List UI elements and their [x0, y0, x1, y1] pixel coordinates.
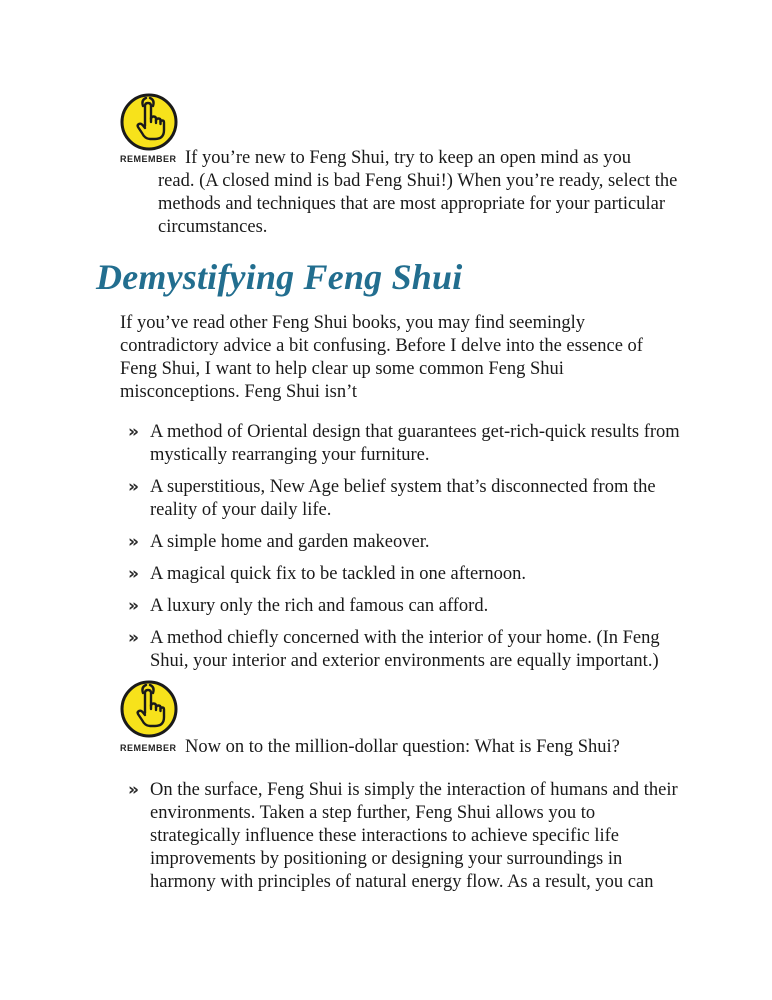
- definition-list: [128, 779, 688, 903]
- list-item-text: A superstitious, New Age belief system that’s disconnected from the reality of your daily life.: [150, 477, 656, 520]
- list-item-text: A luxury only the rich and famous can afford.: [150, 596, 489, 616]
- remember-first-line: If you’re new to Feng Shui, try to keep an open mind as you: [185, 148, 631, 168]
- pointing-finger-icon: [119, 92, 179, 152]
- remember-icon: [119, 679, 179, 739]
- list-item-text: A magical quick fix to be tackled in one afternoon.: [150, 564, 527, 584]
- double-chevron-icon: »: [128, 564, 139, 584]
- remember-icon: [119, 92, 179, 152]
- list-item: [128, 779, 688, 894]
- double-chevron-icon: »: [128, 596, 139, 616]
- list-item: [128, 476, 688, 522]
- list-item: [128, 563, 688, 586]
- pointing-finger-icon: [119, 679, 179, 739]
- remember-text: read. (A closed mind is bad Feng Shui!) When you’re ready, select the methods and techniques that are most appropriate for your particular circumstances.: [158, 171, 678, 237]
- list-item: [128, 531, 688, 554]
- remember-label: REMEMBER: [120, 154, 177, 164]
- list-item-text: A method chiefly concerned with the interior of your home. (In Feng Shui, your interior and exterior environments are equally important.): [150, 628, 660, 671]
- list-item-text: On the surface, Feng Shui is simply the interaction of humans and their environments. Taken a step further, Feng Shui allows you to strategically influence these interactions to achieve specific life improvements by positioning or designing your surroundings in harmony with principles of natural energy flow. As a result, you can: [150, 780, 678, 892]
- intro-paragraph: If you’ve read other Feng Shui books, you may find seemingly contradictory advice a bit confusing. Before I delve into the essence of Feng Shui, I want to help clear up some common Feng Shui misconceptions. Feng Shui isn’t: [120, 313, 643, 402]
- list-item-text: A method of Oriental design that guarantees get-rich-quick results from mystically rearranging your furniture.: [150, 422, 680, 465]
- double-chevron-icon: »: [128, 422, 139, 442]
- misconceptions-list: [128, 421, 688, 682]
- double-chevron-icon: »: [128, 477, 139, 497]
- list-item-text: A simple home and garden makeover.: [150, 532, 430, 552]
- double-chevron-icon: »: [128, 532, 139, 552]
- list-item: [128, 595, 688, 618]
- section-heading: Demystifying Feng Shui: [96, 257, 463, 297]
- list-item: [128, 627, 688, 673]
- remember-first-line: Now on to the million-dollar question: What is Feng Shui?: [185, 737, 620, 757]
- double-chevron-icon: »: [128, 628, 139, 648]
- list-item: [128, 421, 688, 467]
- double-chevron-icon: »: [128, 780, 139, 800]
- remember-label: REMEMBER: [120, 743, 177, 753]
